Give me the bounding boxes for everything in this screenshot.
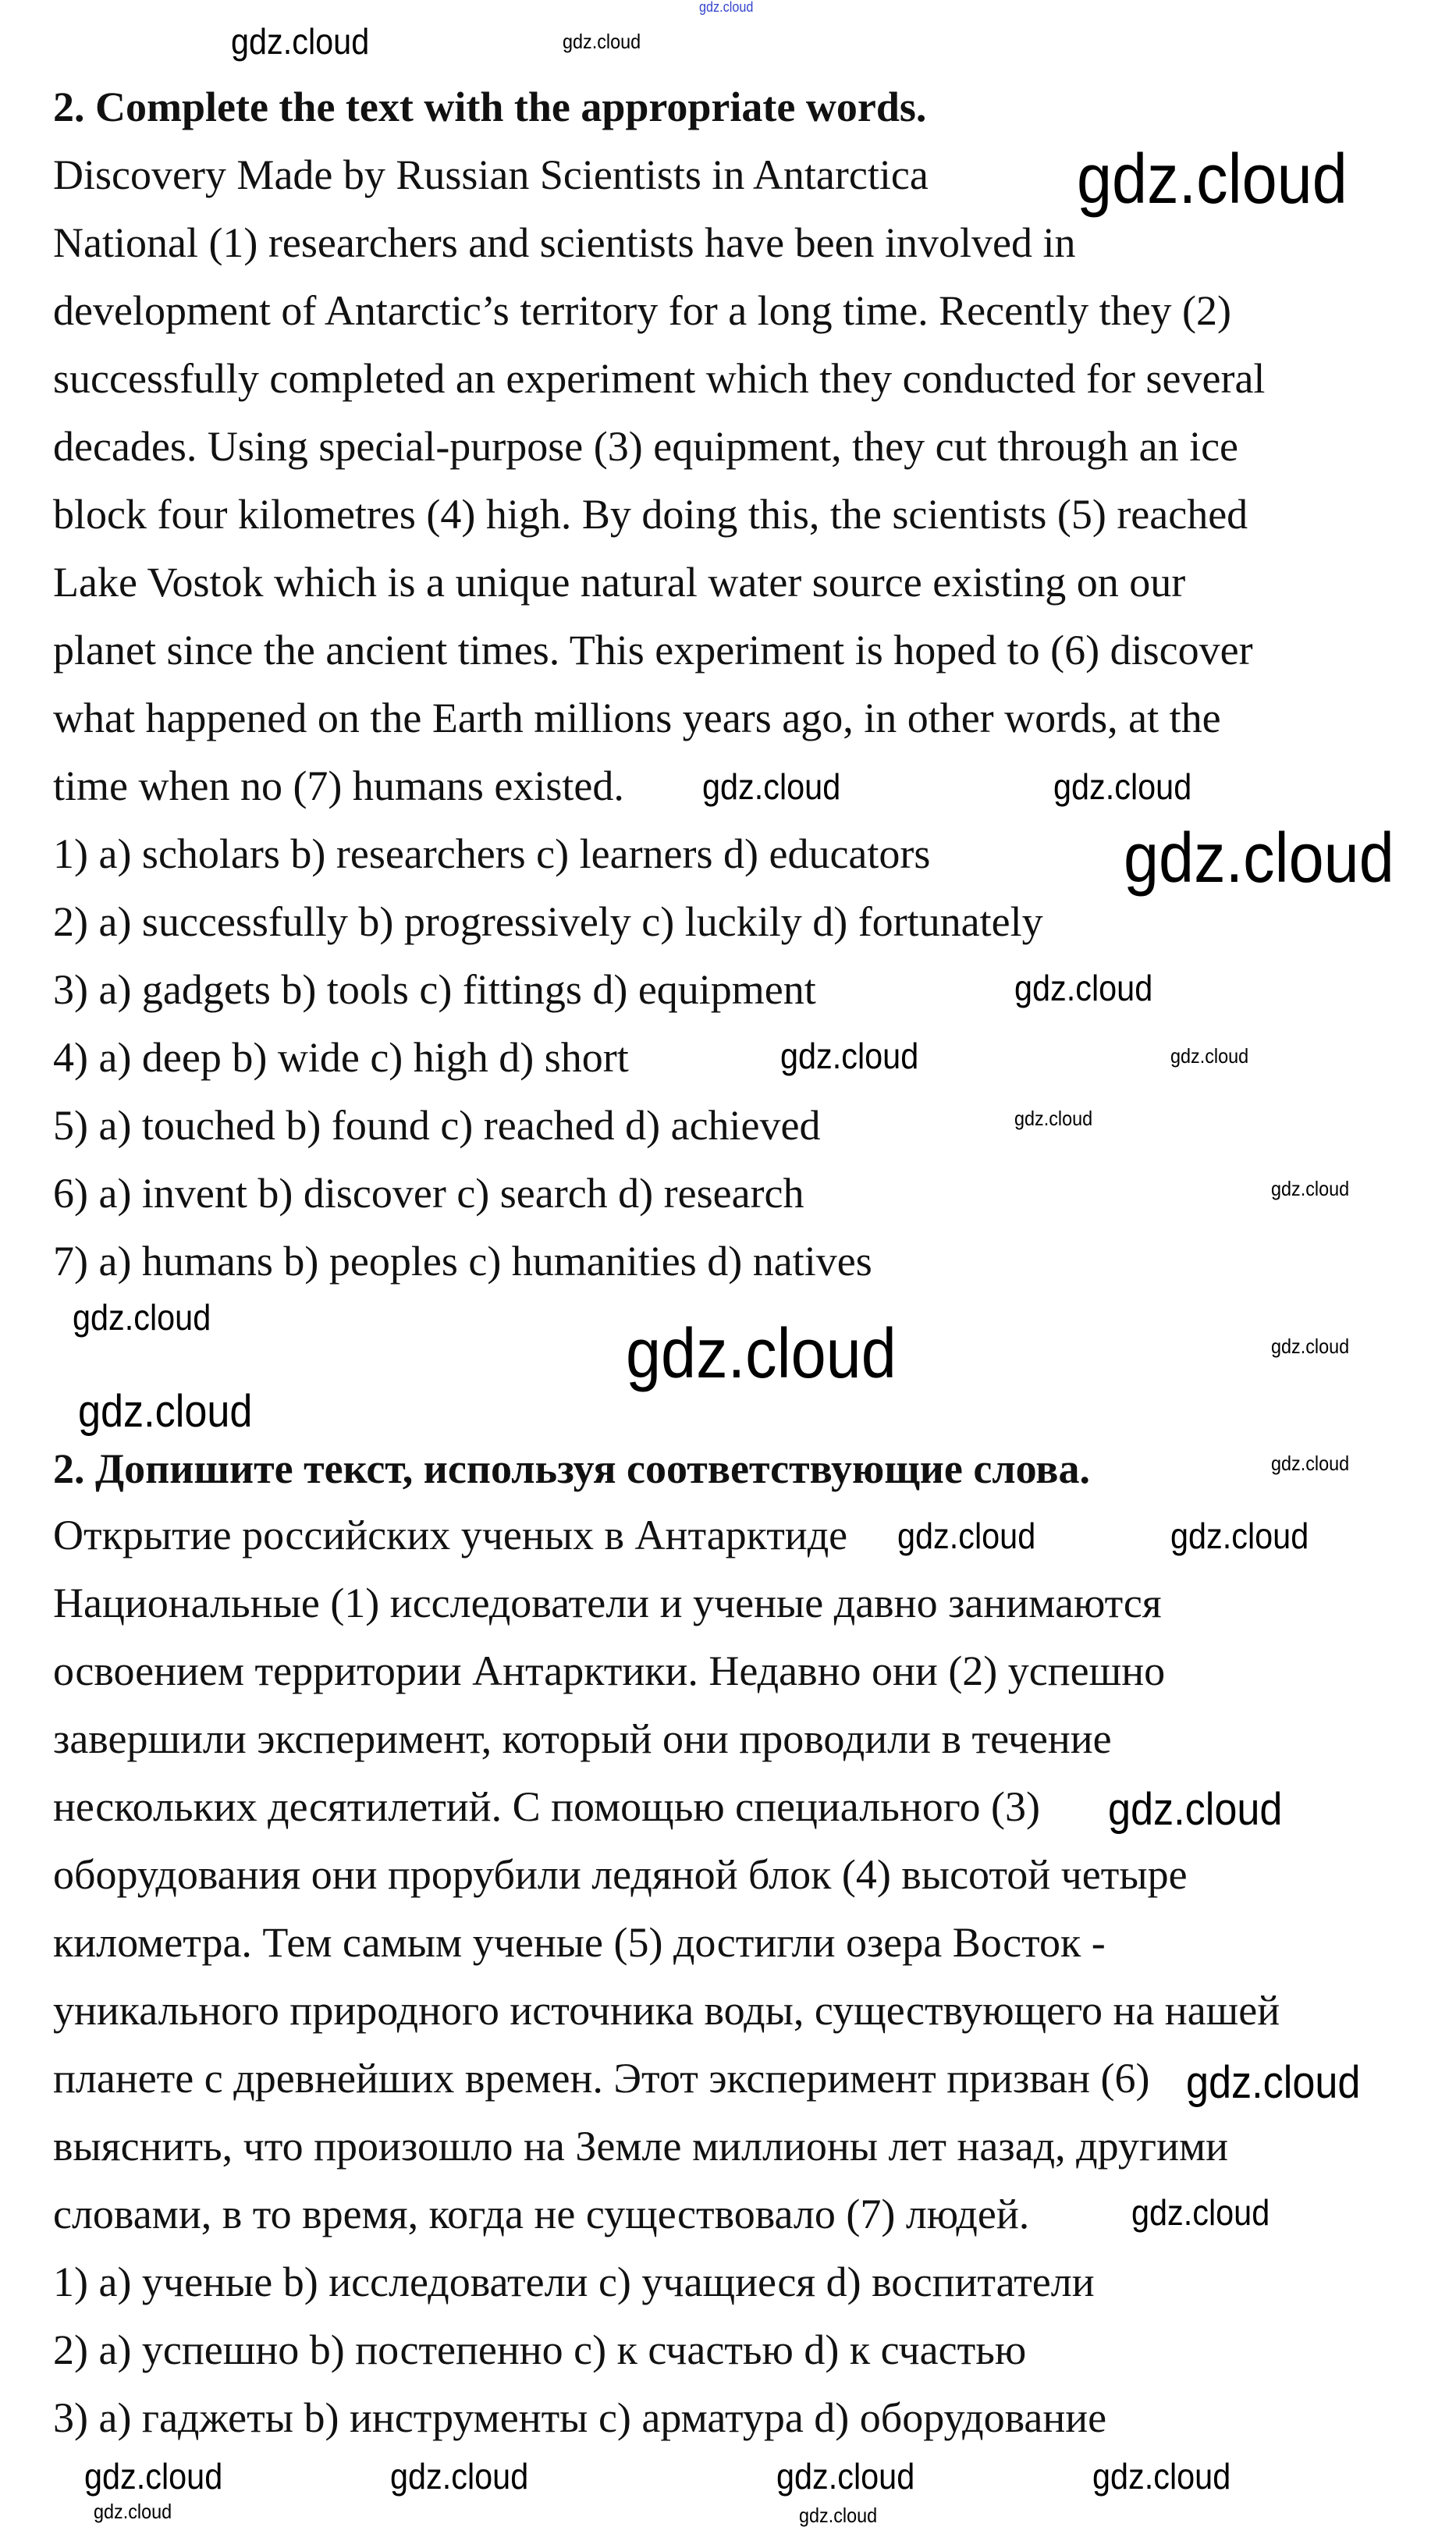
watermark: gdz.cloud	[699, 0, 754, 15]
english-text-line: development of Antarctic’s territory for a long time. Recently they (2)	[53, 287, 1232, 334]
watermark: gdz.cloud	[1053, 766, 1192, 807]
watermark: gdz.cloud	[390, 2456, 529, 2497]
english-text-line: 1) a) scholars b) researchers c) learners d) educators	[53, 830, 931, 877]
russian-text-line: Открытие российских ученых в Антарктиде	[53, 1512, 848, 1558]
english-text-line: Lake Vostok which is a unique natural water source existing on our	[53, 559, 1186, 606]
english-text-line: Discovery Made by Russian Scientists in Antarctica	[53, 151, 929, 198]
watermark: gdz.cloud	[1077, 140, 1348, 219]
watermark: gdz.cloud	[1170, 1044, 1249, 1068]
watermark: gdz.cloud	[1271, 1335, 1350, 1358]
watermark: gdz.cloud	[702, 766, 841, 807]
russian-text-line: нескольких десятилетий. С помощью специального (3)	[53, 1783, 1040, 1830]
watermark: gdz.cloud	[73, 1297, 211, 1338]
watermark: gdz.cloud	[1092, 2456, 1231, 2497]
english-heading: 2. Complete the text with the appropriate words.	[53, 84, 927, 130]
watermark: gdz.cloud	[780, 1036, 919, 1076]
watermark: gdz.cloud	[897, 1516, 1036, 1556]
watermark: gdz.cloud	[1186, 2057, 1361, 2108]
watermark: gdz.cloud	[1124, 819, 1394, 897]
russian-text-line: словами, в то время, когда не существовало (7) людей.	[53, 2191, 1030, 2237]
russian-heading: 2. Допишите текст, используя соответствующие слова.	[53, 1445, 1090, 1492]
watermark: gdz.cloud	[1170, 1516, 1309, 1556]
russian-text-line: оборудования они прорубили ледяной блок (4) высотой четыре	[53, 1851, 1188, 1898]
russian-text-line: уникального природного источника воды, существующего на нашей	[53, 1987, 1280, 2034]
english-text-line: time when no (7) humans existed.	[53, 762, 624, 809]
russian-text-line: Национальные (1) исследователи и ученые давно занимаются	[53, 1580, 1162, 1626]
english-text-line: successfully completed an experiment which they conducted for several	[53, 355, 1266, 402]
watermark: gdz.cloud	[94, 2500, 172, 2523]
russian-text-line: планете с древнейших времен. Этот эксперимент призван (6)	[53, 2055, 1150, 2102]
english-text-line: National (1) researchers and scientists have been involved in	[53, 219, 1076, 266]
watermark: gdz.cloud	[1271, 1452, 1350, 1475]
russian-text-line: 1) a) ученые b) исследователи c) учащиеся d) воспитатели	[53, 2259, 1095, 2305]
watermark: gdz.cloud	[799, 2504, 878, 2527]
watermark: gdz.cloud	[1014, 1107, 1093, 1130]
russian-text-line: выяснить, что произошло на Земле миллионы лет назад, другими	[53, 2123, 1229, 2170]
watermark: gdz.cloud	[626, 1315, 897, 1393]
english-text-line: 5) a) touched b) found c) reached d) achieved	[53, 1102, 821, 1149]
watermark: gdz.cloud	[84, 2456, 223, 2497]
watermark: gdz.cloud	[1131, 2192, 1270, 2233]
watermark: gdz.cloud	[231, 21, 370, 62]
watermark: gdz.cloud	[1108, 1784, 1283, 1835]
watermark: gdz.cloud	[563, 30, 641, 53]
english-text-line: 3) a) gadgets b) tools c) fittings d) equipment	[53, 966, 816, 1013]
english-text-line: planet since the ancient times. This experiment is hoped to (6) discover	[53, 627, 1253, 673]
english-text-line: 6) a) invent b) discover c) search d) research	[53, 1170, 804, 1217]
english-text-line: 2) a) successfully b) progressively c) luckily d) fortunately	[53, 898, 1043, 945]
english-text-line: 4) a) deep b) wide c) high d) short	[53, 1034, 629, 1081]
russian-text-line: 3) a) гаджеты b) инструменты c) арматура d) оборудование	[53, 2394, 1107, 2441]
watermark: gdz.cloud	[78, 1386, 253, 1437]
russian-text-line: завершили эксперимент, который они проводили в течение	[53, 1715, 1112, 1762]
watermark: gdz.cloud	[1014, 968, 1153, 1008]
english-text-line: block four kilometres (4) high. By doing this, the scientists (5) reached	[53, 491, 1248, 538]
watermark: gdz.cloud	[776, 2456, 915, 2497]
english-text-line: what happened on the Earth millions years ago, in other words, at the	[53, 695, 1221, 741]
watermark: gdz.cloud	[1271, 1177, 1350, 1200]
english-text-line: 7) a) humans b) peoples c) humanities d) natives	[53, 1238, 872, 1285]
english-text-line: decades. Using special-purpose (3) equipment, they cut through an ice	[53, 423, 1239, 470]
russian-text-line: освоением территории Антарктики. Недавно они (2) успешно	[53, 1647, 1166, 1694]
russian-text-line: 2) a) успешно b) постепенно c) к счастью d) к счастью	[53, 2326, 1027, 2373]
russian-text-line: километра. Тем самым ученые (5) достигли озера Восток -	[53, 1919, 1106, 1966]
